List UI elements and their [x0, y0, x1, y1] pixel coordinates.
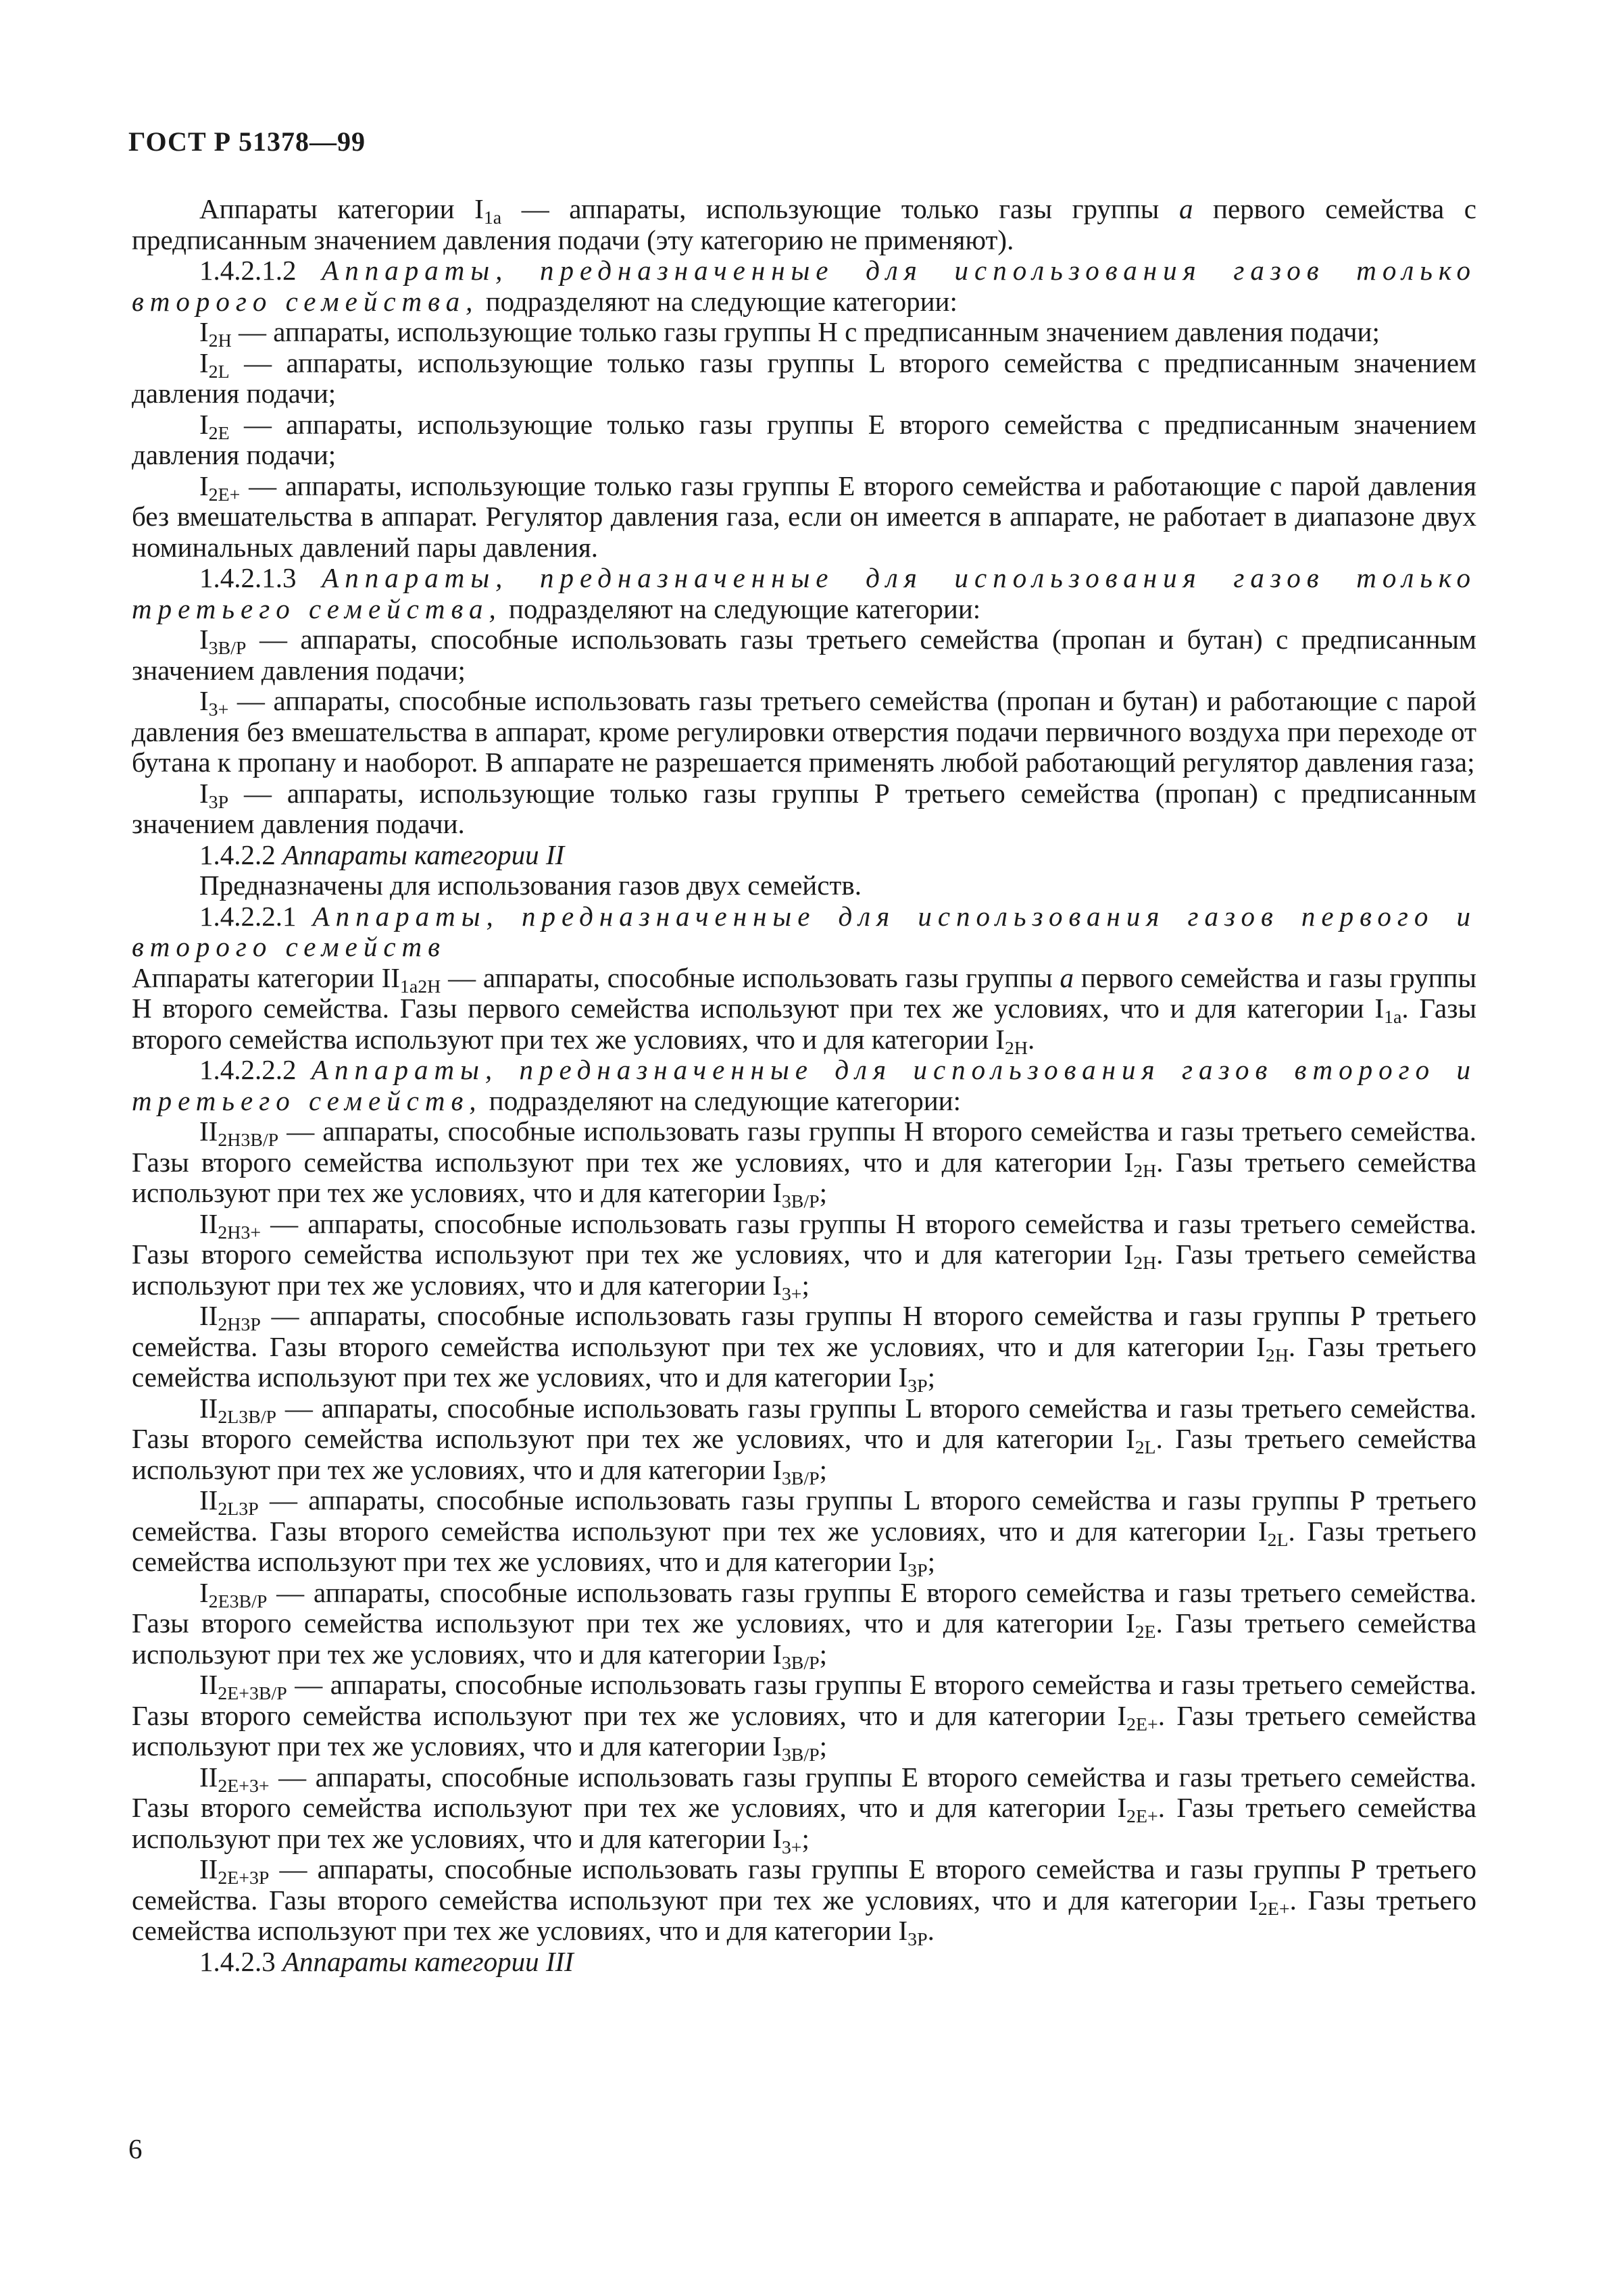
category-item: $II_{2E+3P}$ — аппараты, способные использовать газы группы Е второго семейства и газы группы Р третьего семейства. Газы второго семейства используют при тех же условиях, что и для категории $I_{2E+}$. Газы третьего семейства используют при тех же условиях, что и для категории $I_{3P}$.: [132, 1853, 1476, 1950]
category-item: $I_{2E3B/P}$ — аппараты, способные использовать газы группы Е второго семейства и газы третьего семейства. Газы второго семейства используют при тех же условиях, что и для категории $I_{2E}$. Газы третьего семейства используют при тех же условиях, что и для категории $I_{3B/P}$;: [132, 1576, 1476, 1674]
section-1-4-2-3: 1.4.2.3 Аппараты категории III: [199, 1945, 574, 1977]
section-1-4-2-1-2: 1.4.2.1.2 Аппараты, предназначенные для использования газов только второго семейства, подразделяют на следующие категории:: [132, 255, 1476, 317]
paragraph-category-1a2h: Аппараты категории $II_{1a2H}$ — аппараты, способные использовать газы группы a первого семейства и газы группы Н второго семейства. Газы первого семейства используют при тех же условиях, что и для категории $I_{1a}$. Газы второго семейства используют при тех же условиях, что и для категории $I_{2H}$.: [132, 962, 1477, 1059]
section-1-4-2-1-3: 1.4.2.1.3 Аппараты, предназначенные для использования газов только третьего семейства, подразделяют на следующие категории:: [132, 562, 1476, 624]
category-item: $I_{2L}$ — аппараты, использующие только газы группы L второго семейства с предписанным значением давления подачи;: [132, 347, 1476, 409]
section-1-4-2-2-2: 1.4.2.2.2 Аппараты, предназначенные для использования газов второго и третьего семейств, подразделяют на следующие категории:: [132, 1054, 1476, 1116]
document-body: [132, 194, 1476, 1977]
category-item: $II_{2L3P}$ — аппараты, способные использовать газы группы L второго семейства и газы группы Р третьего семейства. Газы второго семейства используют при тех же условиях, что и для категории $I_{2L}$. Газы третьего семейства используют при тех же условиях, что и для категории $I_{3P}$;: [132, 1484, 1477, 1581]
section-title: Аппараты категории II: [282, 839, 565, 870]
section-title: Аппараты категории III: [282, 1945, 574, 1977]
document-header: ГОСТ Р 51378—99: [128, 126, 366, 157]
section-title: Аппараты, предназначенные для использования газов только третьего семейства,: [132, 562, 1476, 624]
category-item: $I_{2E+}$ — аппараты, использующие только газы группы Е второго семейства и работающие с парой давления без вмешательства в аппарат. Регулятор давления газа, если он имеется в аппарате, не работает в диапазоне двух номинальных давлений пары давления.: [132, 470, 1476, 563]
category-item: $II_{2H3+}$ — аппараты, способные использовать газы группы Н второго семейства и газы третьего семейства. Газы второго семейства используют при тех же условиях, что и для категории $I_{2H}$. Газы третьего семейства используют при тех же условиях, что и для категории $I_{3+}$;: [132, 1207, 1476, 1305]
category-item: $I_{3B/P}$ — аппараты, способные использовать газы третьего семейства (пропан и бутан) с предписанным значением давления подачи;: [132, 624, 1476, 686]
section-1-4-2-2-1: 1.4.2.2.1 Аппараты, предназначенные для использования газов первого и второго семейств: [132, 900, 1476, 962]
category-item: $I_{3+}$ — аппараты, способные использовать газы третьего семейства (пропан и бутан) и работающие с парой давления без вмешательства в аппарат, кроме регулировки отверстия подачи первичного воздуха при переходе от бутана к пропану и наоборот. В аппарате не разрешается применять любой работающий регулятор давления газа;: [132, 685, 1476, 778]
page-number: 6: [128, 2133, 143, 2164]
category-item: $II_{2H3B/P}$ — аппараты, способные использовать газы группы Н второго семейства и газы третьего семейства. Газы второго семейства используют при тех же условиях, что и для категории $I_{2H}$. Газы третьего семейства используют при тех же условиях, что и для категории $I_{3B/P}$;: [132, 1116, 1476, 1212]
section-title: Аппараты, предназначенные для использования газов первого и второго семейств: [132, 900, 1476, 962]
category-item: $I_{2H}$ — аппараты, использующие только газы группы Н с предписанным значением давления подачи;: [199, 316, 1380, 351]
section-title: Аппараты, предназначенные для использования газов только второго семейства,: [132, 255, 1476, 317]
paragraph-two-families: Предназначены для использования газов двух семейств.: [199, 870, 862, 901]
paragraph-category-1a: Аппараты категории $I_{1a}$ — аппараты, использующие только газы группы a первого семейства с предписанным значением давления подачи (эту категорию не применяют).: [132, 193, 1476, 255]
category-item: $II_{2E+3+}$ — аппараты, способные использовать газы группы Е второго семейства и газы третьего семейства. Газы второго семейства используют при тех же условиях, что и для категории $I_{2E+}$. Газы третьего семейства используют при тех же условиях, что и для категории $I_{3+}$;: [132, 1761, 1476, 1858]
category-item: $II_{2E+3B/P}$ — аппараты, способные использовать газы группы Е второго семейства и газы третьего семейства. Газы второго семейства используют при тех же условиях, что и для категории $I_{2E+}$. Газы третьего семейства используют при тех же условиях, что и для категории $I_{3B/P}$;: [132, 1669, 1476, 1766]
category-item: $I_{3P}$ — аппараты, использующие только газы группы Р третьего семейства (пропан) с предписанным значением давления подачи.: [132, 777, 1476, 839]
section-1-4-2-2: 1.4.2.2 Аппараты категории II: [199, 839, 565, 870]
category-item: $II_{2L3B/P}$ — аппараты, способные использовать газы группы L второго семейства и газы третьего семейства. Газы второго семейства используют при тех же условиях, что и для категории $I_{2L}$. Газы третьего семейства используют при тех же условиях, что и для категории $I_{3B/P}$;: [132, 1392, 1476, 1489]
category-item: $II_{2H3P}$ — аппараты, способные использовать газы группы Н второго семейства и газы группы Р третьего семейства. Газы второго семейства используют при тех же условиях, что и для категории $I_{2H}$. Газы третьего семейства используют при тех же условиях, что и для категории $I_{3P}$;: [132, 1300, 1476, 1397]
category-item: $I_{2E}$ — аппараты, использующие только газы группы Е второго семейства с предписанным значением давления подачи;: [132, 408, 1476, 470]
section-title: Аппараты, предназначенные для использования газов второго и третьего семейств,: [132, 1054, 1476, 1116]
